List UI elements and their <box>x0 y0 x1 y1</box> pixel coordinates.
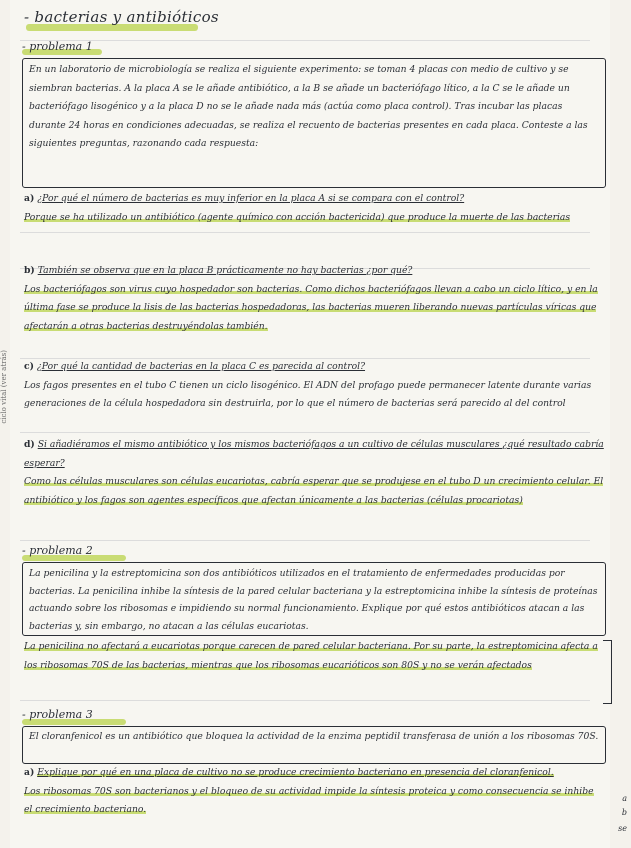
problem-3-statement: El cloranfenicol es un antibiótico que bloquea la actividad de la enzima peptidil transferasa de unión a los ribosomas 70S. <box>22 726 606 764</box>
problem-1-answer-c: Los fagos presentes en el tubo C tienen un ciclo lisogénico. El ADN del profago puede permanecer latente durante varias generaciones de la célula hospedadora sin destruirla, por lo que el número de bacterias será parecido al del control <box>24 379 592 410</box>
problem-3-answer-a: Los ribosomas 70S son bacterianos y el bloqueo de su actividad impide la síntesis proteica y como consecuencia se inhibe el crecimiento bacteriano. <box>24 785 594 816</box>
problem-1-answer-a: Porque se ha utilizado un antibiótico (agente químico con acción bactericida) que produce la muerte de las bacterias <box>24 211 571 223</box>
problem-1-answer-d: Como las células musculares son células eucariotas, cabría esperar que se produjese en el tubo D un crecimiento celular. El antibiótico y los fagos son agentes específicos que afectan únicamente a las bacterias (células procariotas) <box>24 476 604 506</box>
problem-1-question-a: a) ¿Por qué el número de bacterias es muy inferior en la placa A si se compara con el control? Porque se ha utilizado un antibiótico (agente químico con acción bactericida) que produce la muerte de las bacterias <box>24 193 571 223</box>
edge-mark-2: b <box>621 808 627 817</box>
problem-1-question-d: d) Si añadiéramos el mismo antibiótico y los mismos bacteriófagos a un cultivo de células musculares ¿qué resultado cabría esperar? Como las células musculares son células eucariotas, cabría esperar que se produjese en el tubo D un crecimiento celular. El antibiótico y los fagos son agentes específicos que afectan únicamente a las bacterias (células procariotas) <box>24 439 604 506</box>
problem-1-heading: - problema 1 <box>22 40 93 53</box>
problem-2-heading: - problema 2 <box>22 544 93 557</box>
problem-1-answer-b: Los bacteriófagos son virus cuyo hospedador son bacterias. Como dichos bacteriófagos llevan a cabo un ciclo lítico, y en la última fase se produce la lisis de las bacterias hospedadoras, las bacterias mueren liberando nuevas partículas víricas que afectarán a otras bacterias destruyéndolas también. <box>24 283 598 332</box>
margin-note: ciclo vital (ver atrás) <box>0 350 8 424</box>
problem-3-question-a: a) Explique por qué en una placa de cultivo no se produce crecimiento bacteriano en presencia del cloranfenicol. Los ribosomas 70S son bacterianos y el bloqueo de su actividad impide la síntesis proteica y como consecuencia se inhibe el crecimiento bacteriano. <box>24 767 594 816</box>
problem-2-answer: La penicilina no afectará a eucariotas porque carecen de pared celular bacteriana. Por su parte, la estreptomicina afecta a los ribosomas 70S de las bacterias, mientras que los ribosomas eucarióticos son 80S y no se verán afectados <box>24 641 598 671</box>
problem-1-question-b: b) También se observa que en la placa B prácticamente no hay bacterias ¿por qué? Los bacteriófagos son virus cuyo hospedador son bacterias. Como dichos bacteriófagos llevan a cabo un ciclo lítico, y en la última fase se produce la lisis de las bacterias hospedadoras, las bacterias mueren liberando nuevas partículas víricas que afectarán a otras bacterias destruyéndolas también. <box>24 265 598 332</box>
problem-1-question-c: c) ¿Por qué la cantidad de bacterias en la placa C es parecida al control? Los fagos presentes en el tubo C tienen un ciclo lisogénico. El ADN del profago puede permanecer latente durante varias generaciones de la célula hospedadora sin destruirla, por lo que el número de bacterias será parecido al del control <box>24 361 592 410</box>
answer-bracket <box>603 640 612 704</box>
problem-2-statement: La penicilina y la estreptomicina son dos antibióticos utilizados en el tratamiento de enfermedades producidas por bacterias. La penicilina inhibe la síntesis de la pared celular bacteriana y la estreptomicina inhibe la síntesis de proteínas actuando sobre los ribosomas e impidiendo su normal funcionamiento. Explique por qué estos antibióticos atacan a las bacterias y, sin embargo, no atacan a las células eucariotas. <box>22 562 606 636</box>
page-title: - bacterias y antibióticos <box>24 8 219 26</box>
edge-mark-1: a <box>622 794 627 803</box>
problem-1-statement: En un laboratorio de microbiología se realiza el siguiente experimento: se toman 4 placas con medio de cultivo y se siembran bacterias. A la placa A se le añade antibiótico, a la B se añade un bacteriófago lítico, a la C se le añade un bacteriófago lisogénico y a la placa D no se le añade nada más (actúa como placa control). Tras incubar las placas durante 24 horas en condiciones adecuadas, se realiza el recuento de bacterias presentes en cada placa. Conteste a las siguientes preguntas, razonando cada respuesta: <box>22 58 606 188</box>
edge-mark-3: se <box>618 824 627 833</box>
problem-3-heading: - problema 3 <box>22 708 93 721</box>
